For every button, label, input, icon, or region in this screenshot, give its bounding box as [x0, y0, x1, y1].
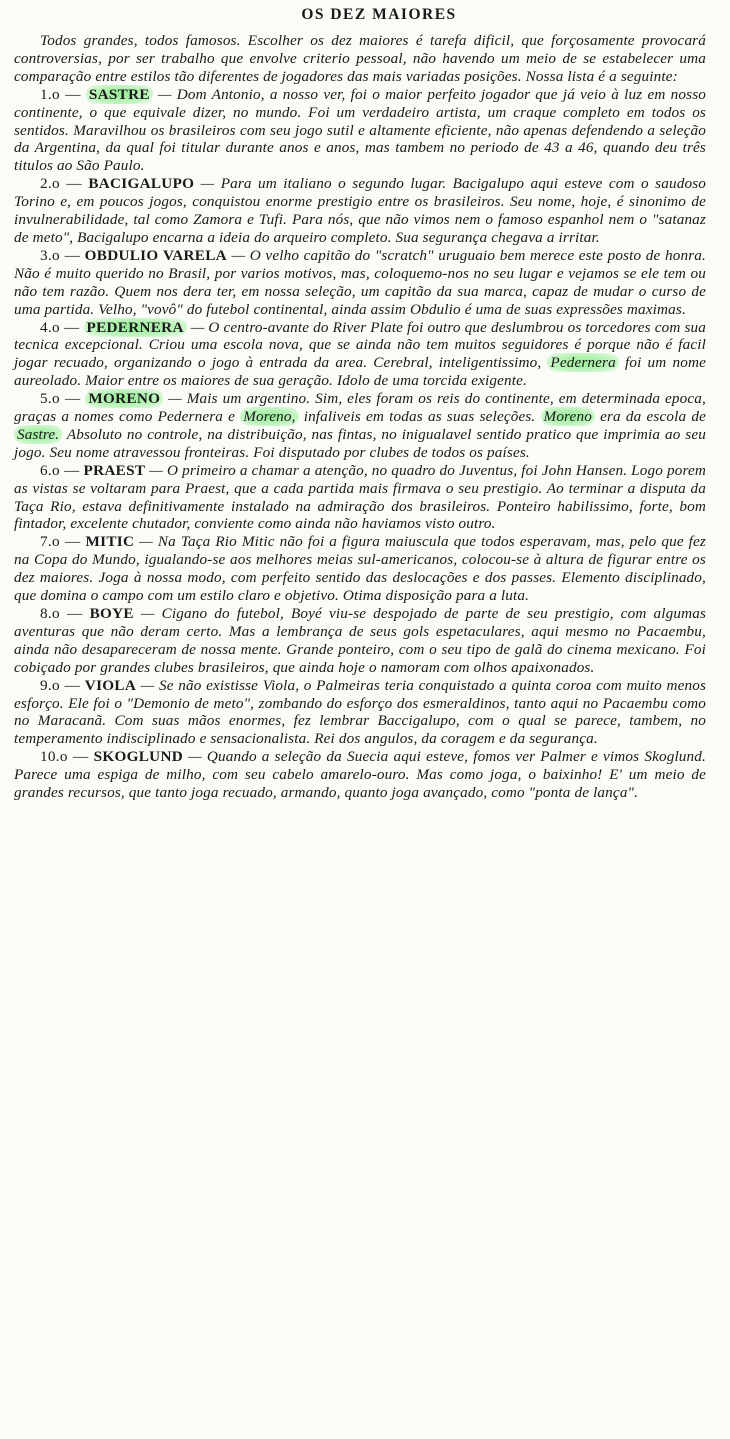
player-description-cont: foi um nome aureolado. Maior entre os maiores de sua geração. Idolo de uma torcida exigente.: [14, 354, 706, 390]
player-name: PRAEST: [83, 461, 146, 479]
player-name: VIOLA: [84, 676, 137, 694]
rank-label: 9.o —: [40, 676, 81, 694]
player-description: — O primeiro a chamar a atenção, no quadro do Juventus, foi John Hansen. Logo porem as vistas se voltaram para Praest, que a cada partida mais firmava o seu prestigio. Ao terminar a disputa da Taça Rio, estava definitivamente instalado na admiração dos brasileiros. Ponteiro habilissimo, forte, bom fintador, excelente chutador, conviente como ainda não haviamos visto outro.: [14, 461, 706, 533]
player-entry-5: [14, 390, 706, 462]
rank-label: 8.o —: [40, 605, 83, 622]
player-entry-3: [14, 247, 706, 319]
article-intro: Todos grandes, todos famosos. Escolher os dez maiores é tarefa dificil, que forçosamente provocará controversias, por ser trabalho que envolve criterio pessoal, não havendo um meio de se estabelecer uma comparação entre estilos tão diferentes de jogadores das mais variadas posições. Nossa lista é a seguinte:: [14, 32, 706, 85]
player-entry-4: [14, 319, 706, 391]
player-description-cont: Absoluto no controle, na distribuição, nas fintas, no inigualavel sentido pratico que imprimia ao seu jogo. Seu nome atravessou fronteiras. Foi disputado por clubes de todos os países.: [14, 425, 706, 461]
rank-label: 2.o —: [40, 175, 82, 193]
name-highlight: Moreno: [541, 407, 595, 426]
player-name-highlighted: PEDERNERA: [84, 318, 187, 337]
player-name-highlighted: SASTRE: [86, 85, 153, 104]
player-description: — O centro-avante do River Plate foi outro que deslumbrou os torcedores com sua tecnica excepcional. Criou uma escola nova, que se ainda não tem muitos seguidores é porque não é facil jogar recuado, organizando o jogo à entrada da area. Cerebral, inteligentissimo,: [14, 318, 707, 372]
rank-label: 7.o —: [40, 533, 81, 551]
player-name-highlighted: MORENO: [85, 389, 163, 408]
player-entry-10: [14, 748, 706, 802]
player-name: OBDULIO VARELA: [84, 246, 227, 264]
player-entry-9: [14, 677, 706, 749]
player-description: — Na Taça Rio Mitic não foi a figura maiuscula que todos esperavam, mas, pelo que fez na Copa do Mundo, igualando-se aos melhores meias sul-americanos, colocou-se à altura de figurar entre os dez maiores. Joga à nossa modo, com perfeito sentido das deslocações e dos passes. Elemento disciplinado, que domina o campo com um estilo claro e objetivo. Otima disposição para a luta.: [14, 533, 706, 605]
player-description: — Quando a seleção da Suecia aqui esteve, fomos ver Palmer e vimos Skoglund. Parece uma espiga de milho, com seu cabelo amarelo-ouro. Mas como joga, o baixinho! E' um meio de grandes recursos, que tanto joga recuado, armando, quanto joga avançado, como "ponta de lança".: [14, 748, 706, 802]
name-highlight: Pedernera: [547, 353, 618, 372]
player-description: — Cigano do futebol, Boyé viu-se despojado de parte de seu prestigio, com algumas aventuras que não deram certo. Mas a lembrança de seus gols espetaculares, aqui mesmo no Pacaembu, ainda não desapareceram de nossa mente. Grande ponteiro, com o seu tipo de galã do cinema mexicano. Foi cobiçado por grandes clubes brasileiros, que ainda hoje o namoram com olhos apaixonados.: [14, 605, 706, 676]
player-name: BOYE: [89, 605, 134, 622]
player-name: MITIC: [85, 533, 135, 551]
player-description: — Dom Antonio, a nosso ver, foi o maior perfeito jogador que já veio à luz em nosso continente, o que equivale dizer, no mundo. Foi um verdadeiro artista, um craque completo em todos os sentidos. Maravilhou os brasileiros com seu jogo sutil e altamente eficiente, não apenas defendendo a seleção da Argentina, da qual foi titular durante anos e anos, mas tambem no periodo de 43 a 46, quando deu três titulos ao São Paulo.: [14, 85, 706, 175]
player-entry-2: [14, 175, 706, 247]
player-description: — Mais um argentino. Sim, eles foram os reis do continente, em determinada epoca, graças a nomes como Pedernera e: [14, 390, 706, 426]
article-title: OS DEZ MAIORES: [301, 6, 457, 23]
player-description: — Para um italiano o segundo lugar. Bacigalupo aqui esteve com o saudoso Torino e, em poucos jogos, conquistou enorme prestigio entre os brasileiros. Seu nome, hoje, é sinonimo de invulnerabilidade, tal como Zamora e Tufi. Para nós, que não vimos nem o famoso espanhol nem o "satanaz de meto", Bacigalupo encarna a ideia do arqueiro completo. Sua segurança chegava a irritar.: [14, 175, 707, 246]
player-entry-8: [14, 605, 706, 677]
player-description: — O velho capitão do "scratch" uruguaio bem merece este posto de honra. Não é muito querido no Brasil, por varios motivos, mas, coloquemo-nos no seu lugar e vejamos se ele tem ou não tem razão. Quem nos dera ter, em nossa seleção, um capitão da sua marca, capaz de mudar o curso de uma partida. Velho, "vovô" do futebol continental, ainda assim Obdulio é uma de suas expressões maximas.: [14, 246, 706, 318]
rank-label: 3.o —: [40, 246, 81, 264]
player-name: BACIGALUPO: [88, 175, 195, 193]
player-description-cont: era da escola de: [594, 408, 706, 426]
rank-label: 1.o —: [40, 85, 81, 103]
rank-label: 5.o —: [40, 390, 81, 408]
player-description: — Se não existisse Viola, o Palmeiras teria conquistado a quinta coroa com muito menos esforço. Ele foi o "Demonio de meto", zombando do esforço dos esmeraldinos, tanto aqui no Pacaembu como no Maracanã. Com suas mãos enormes, fez lembrar Baccigalupo, com o qual se parece, tambem, no temperamento indisciplinado e sensacionalista. Rei dos angulos, da coragem e da segurança.: [14, 676, 707, 748]
name-highlight: Moreno,: [240, 407, 298, 426]
player-description-cont: infaliveis em todas as suas seleções.: [298, 408, 541, 426]
player-name: SKOGLUND: [93, 748, 183, 766]
rank-label: 6.o —: [40, 461, 80, 479]
player-entry-7: [14, 533, 706, 605]
player-entry-6: [14, 462, 706, 534]
rank-label: 4.o —: [40, 318, 80, 336]
article-clipping: [14, 4, 706, 802]
player-entry-1: [14, 86, 706, 176]
name-highlight: Sastre.: [14, 425, 62, 444]
rank-label: 10.o —: [40, 748, 89, 766]
